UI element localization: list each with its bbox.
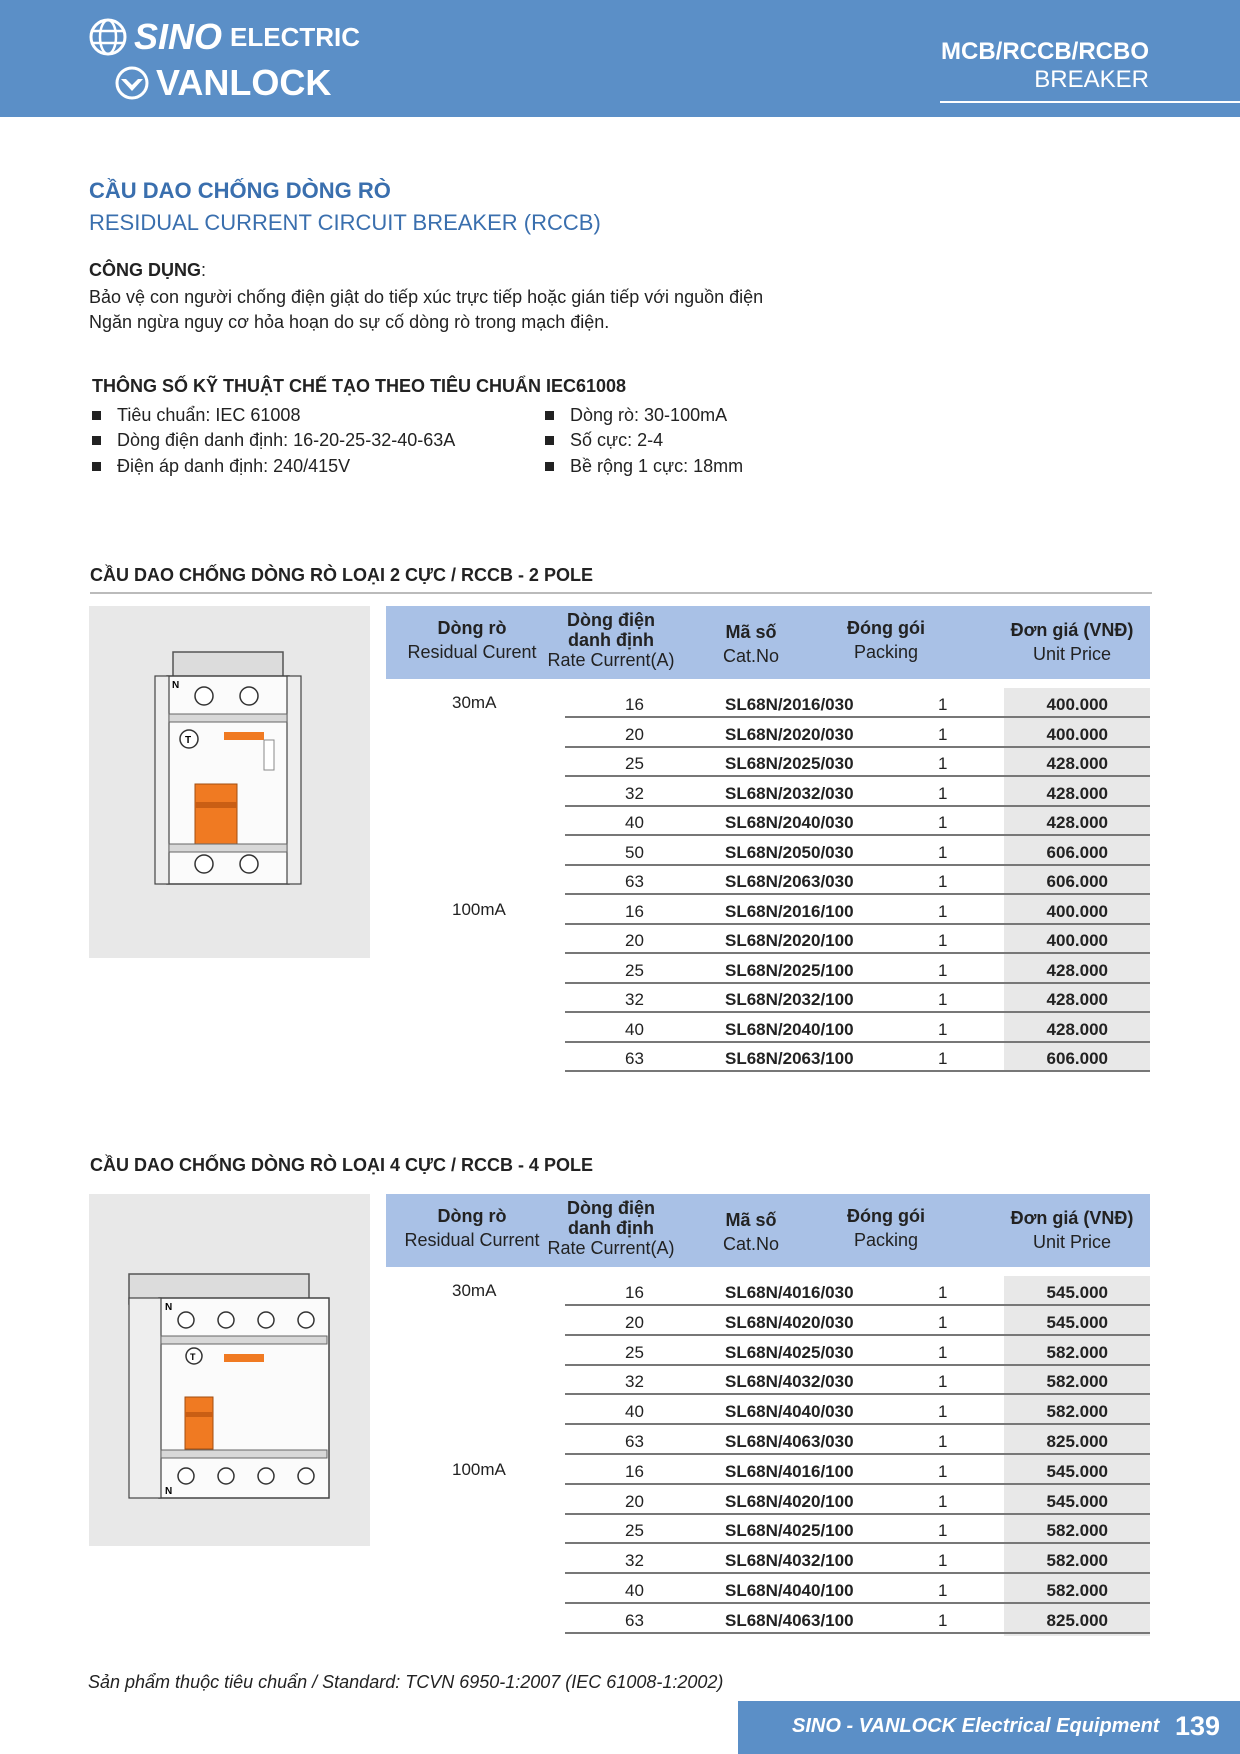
bullet-square-icon xyxy=(92,462,101,471)
cat-no-cell: SL68N/4016/030 xyxy=(725,1283,854,1302)
unit-price-cell: 428.000 xyxy=(1046,754,1108,773)
residual-value: 100mA xyxy=(452,899,506,919)
unit-price-cell: 606.000 xyxy=(1046,842,1108,862)
table-row xyxy=(565,1013,1150,1043)
rated-current-cell: 20 xyxy=(625,1312,644,1332)
table-row xyxy=(565,688,1150,718)
unit-price-cell: 400.000 xyxy=(1046,931,1108,950)
table-row xyxy=(565,806,1150,836)
rated-current-cell: 63 xyxy=(625,872,644,891)
cat-no-cell: SL68N/4020/100 xyxy=(725,1491,854,1511)
cat-no-cell: SL68N/2016/030 xyxy=(725,695,854,714)
bullet-square-icon xyxy=(92,436,101,445)
spec-item: Dòng điện danh định: 16-20-25-32-40-63A xyxy=(92,430,455,451)
col-rated-current: Dòng điện danh định Rate Current(A) xyxy=(547,1198,675,1258)
packing-cell: 1 xyxy=(938,783,948,803)
residual-value: 30mA xyxy=(452,693,497,712)
col-residual: Dòng rò Residual Current xyxy=(404,1206,540,1250)
bullet-square-icon xyxy=(92,411,101,420)
rated-current-cell: 25 xyxy=(625,1521,644,1541)
cat-no-cell: SL68N/2020/030 xyxy=(725,724,854,744)
cat-no-cell: SL68N/2063/100 xyxy=(725,1049,854,1068)
packing-cell: 1 xyxy=(938,960,948,980)
packing-cell: 1 xyxy=(938,695,948,714)
cat-no-cell: SL68N/2040/030 xyxy=(725,813,854,832)
table-row xyxy=(565,1514,1150,1544)
spec-item: Tiêu chuẩn: IEC 61008 xyxy=(92,405,300,426)
residual-value: 100mA xyxy=(452,1459,506,1479)
bullet-square-icon xyxy=(545,462,554,471)
rated-current-cell: 63 xyxy=(625,1432,644,1451)
packing-cell: 1 xyxy=(938,1372,948,1392)
unit-price-cell: 582.000 xyxy=(1046,1372,1108,1392)
table-row xyxy=(565,718,1150,748)
packing-cell: 1 xyxy=(938,872,948,891)
unit-price-cell: 400.000 xyxy=(1046,724,1108,744)
rated-current-cell: 16 xyxy=(625,695,644,714)
svg-text:N: N xyxy=(165,1486,173,1497)
packing-cell: 1 xyxy=(938,1049,948,1068)
table-row xyxy=(565,1455,1150,1485)
col-packing: Đóng gói Packing xyxy=(847,618,925,662)
packing-cell: 1 xyxy=(938,931,948,950)
page-number: 139 xyxy=(1174,1711,1220,1741)
header-divider xyxy=(940,101,1240,103)
section-heading-4pole: CẦU DAO CHỐNG DÒNG RÒ LOẠI 4 CỰC / RCCB - 4 POLE xyxy=(90,1155,593,1175)
table-row xyxy=(565,747,1150,777)
rated-current-cell: 16 xyxy=(625,901,644,921)
unit-price-cell: 825.000 xyxy=(1046,1432,1108,1451)
usage-line: Ngăn ngừa nguy cơ hỏa hoạn do sự cố dòng rò trong mạch điện. xyxy=(89,312,610,332)
page-header xyxy=(0,0,1240,117)
rccb-2pole-photo xyxy=(89,606,370,958)
brand-electric: ELECTRIC xyxy=(230,21,361,52)
packing-cell: 1 xyxy=(938,1432,948,1451)
unit-price-cell: 825.000 xyxy=(1046,1610,1108,1630)
col-unit-price: Đơn giá (VNĐ) Unit Price xyxy=(1010,620,1134,664)
table-row xyxy=(565,1306,1150,1336)
table-row xyxy=(565,924,1150,954)
unit-price-cell: 428.000 xyxy=(1046,960,1108,980)
rated-current-cell: 25 xyxy=(625,960,644,980)
cat-no-cell: SL68N/4040/100 xyxy=(725,1581,854,1600)
rated-current-cell: 40 xyxy=(625,1019,644,1039)
table-header-4pole xyxy=(386,1194,1150,1267)
unit-price-cell: 545.000 xyxy=(1046,1312,1108,1332)
table-row xyxy=(565,1336,1150,1366)
rated-current-cell: 40 xyxy=(625,1581,644,1600)
packing-cell: 1 xyxy=(938,1342,948,1362)
cat-no-cell: SL68N/2063/030 xyxy=(725,872,854,891)
rated-current-cell: 63 xyxy=(625,1049,644,1068)
packing-cell: 1 xyxy=(938,1581,948,1600)
table-header-2pole xyxy=(386,606,1150,679)
col-residual: Dòng rò Residual Curent xyxy=(407,618,537,662)
spec-item: Số cực: 2-4 xyxy=(545,430,663,451)
cat-no-cell: SL68N/4032/100 xyxy=(725,1551,854,1571)
cat-no-cell: SL68N/4020/030 xyxy=(725,1312,854,1332)
unit-price-cell: 582.000 xyxy=(1046,1551,1108,1571)
col-cat-no: Mã số Cat.No xyxy=(722,1210,780,1254)
cat-no-cell: SL68N/4025/030 xyxy=(725,1342,854,1362)
packing-cell: 1 xyxy=(938,1312,948,1332)
packing-cell: 1 xyxy=(938,990,948,1009)
table-row xyxy=(565,1365,1150,1395)
unit-price-cell: 545.000 xyxy=(1046,1461,1108,1481)
spec-item: Điện áp danh định: 240/415V xyxy=(92,456,350,477)
cat-no-cell: SL68N/2020/100 xyxy=(725,931,854,950)
spec-item: Dòng rò: 30-100mA xyxy=(545,405,727,426)
rated-current-cell: 16 xyxy=(625,1283,644,1302)
unit-price-cell: 400.000 xyxy=(1046,901,1108,921)
cat-no-cell: SL68N/4025/100 xyxy=(725,1521,854,1541)
unit-price-cell: 428.000 xyxy=(1046,1019,1108,1039)
cat-no-cell: SL68N/2025/030 xyxy=(725,754,854,773)
unit-price-cell: 582.000 xyxy=(1046,1521,1108,1541)
cat-no-cell: SL68N/2016/100 xyxy=(725,901,854,921)
rated-current-cell: 63 xyxy=(625,1610,644,1630)
cat-no-cell: SL68N/4016/100 xyxy=(725,1461,854,1481)
table-row xyxy=(565,865,1150,895)
rated-current-cell: 40 xyxy=(625,1402,644,1422)
svg-text:T: T xyxy=(190,1352,196,1362)
globe-icon xyxy=(88,17,128,57)
table-row xyxy=(565,1544,1150,1574)
packing-cell: 1 xyxy=(938,1402,948,1422)
rated-current-cell: 32 xyxy=(625,783,644,803)
rated-current-cell: 20 xyxy=(625,931,644,950)
standard-footnote: Sản phẩm thuộc tiêu chuẩn / Standard: TCVN 6950-1:2007 (IEC 61008-1:2002) xyxy=(88,1672,724,1692)
rccb-4pole-illustration xyxy=(89,1194,370,1546)
category-title: MCB/RCCB/RCBO xyxy=(941,38,1149,65)
vanlock-logo xyxy=(114,62,331,104)
unit-price-cell: 582.000 xyxy=(1046,1402,1108,1422)
rated-current-cell: 32 xyxy=(625,990,644,1009)
rccb-4pole-photo xyxy=(89,1194,370,1546)
section-divider xyxy=(90,592,1152,594)
bullet-square-icon xyxy=(545,411,554,420)
table-row xyxy=(565,1395,1150,1425)
unit-price-cell: 400.000 xyxy=(1046,695,1108,714)
table-row xyxy=(565,1425,1150,1455)
cat-no-cell: SL68N/2050/030 xyxy=(725,842,854,862)
spec-item: Bề rộng 1 cực: 18mm xyxy=(545,456,743,477)
cat-no-cell: SL68N/4040/030 xyxy=(725,1402,854,1422)
unit-price-cell: 582.000 xyxy=(1046,1342,1108,1362)
brand-sino: SINO xyxy=(134,16,223,57)
cat-no-cell: SL68N/4032/030 xyxy=(725,1372,854,1392)
unit-price-cell: 545.000 xyxy=(1046,1283,1108,1302)
unit-price-cell: 606.000 xyxy=(1046,872,1108,891)
usage-heading: CÔNG DỤNG: xyxy=(89,260,207,280)
packing-cell: 1 xyxy=(938,813,948,832)
svg-text:N: N xyxy=(165,1302,173,1313)
cat-no-cell: SL68N/4063/100 xyxy=(725,1610,854,1630)
packing-cell: 1 xyxy=(938,1461,948,1481)
table-row xyxy=(565,954,1150,984)
cat-no-cell: SL68N/2025/100 xyxy=(725,960,854,980)
table-row xyxy=(565,983,1150,1013)
packing-cell: 1 xyxy=(938,1521,948,1541)
packing-cell: 1 xyxy=(938,1019,948,1039)
spec-heading: THÔNG SỐ KỸ THUẬT CHẾ TẠO THEO TIÊU CHUẨN IEC61008 xyxy=(92,376,627,396)
unit-price-cell: 606.000 xyxy=(1046,1049,1108,1068)
rccb-2pole-illustration xyxy=(89,606,370,958)
unit-price-cell: 545.000 xyxy=(1046,1491,1108,1511)
packing-cell: 1 xyxy=(938,1283,948,1302)
bullet-square-icon xyxy=(545,436,554,445)
table-row xyxy=(565,1042,1150,1072)
section-heading-2pole: CẦU DAO CHỐNG DÒNG RÒ LOẠI 2 CỰC / RCCB - 2 POLE xyxy=(90,565,593,585)
table-row xyxy=(565,777,1150,807)
category-label xyxy=(941,38,1149,94)
footer-text: SINO - VANLOCK Electrical Equipment xyxy=(792,1715,1160,1737)
title-vi: CẦU DAO CHỐNG DÒNG RÒ xyxy=(89,178,391,203)
table-row xyxy=(565,836,1150,866)
cat-no-cell: SL68N/2040/100 xyxy=(725,1019,854,1039)
brand-vanlock: VANLOCK xyxy=(156,62,332,103)
rated-current-cell: 32 xyxy=(625,1551,644,1571)
svg-text:T: T xyxy=(185,735,192,746)
packing-cell: 1 xyxy=(938,1491,948,1511)
col-unit-price: Đơn giá (VNĐ) Unit Price xyxy=(1010,1208,1134,1252)
packing-cell: 1 xyxy=(938,1610,948,1630)
packing-cell: 1 xyxy=(938,842,948,862)
cat-no-cell: SL68N/4063/030 xyxy=(725,1432,854,1451)
unit-price-cell: 428.000 xyxy=(1046,783,1108,803)
unit-price-cell: 428.000 xyxy=(1046,990,1108,1009)
residual-value: 30mA xyxy=(452,1281,497,1300)
packing-cell: 1 xyxy=(938,724,948,744)
rated-current-cell: 20 xyxy=(625,724,644,744)
rated-current-cell: 32 xyxy=(625,1372,644,1392)
table-row xyxy=(565,1604,1150,1634)
col-packing: Đóng gói Packing xyxy=(847,1206,925,1250)
svg-text:N: N xyxy=(172,680,180,691)
vanlock-emblem-icon xyxy=(114,65,150,101)
col-cat-no: Mã số Cat.No xyxy=(722,622,780,666)
title-en: RESIDUAL CURRENT CIRCUIT BREAKER (RCCB) xyxy=(89,210,601,235)
usage-line: Bảo vệ con người chống điện giật do tiếp xúc trực tiếp hoặc gián tiếp với nguồn điện xyxy=(89,287,764,307)
cat-no-cell: SL68N/2032/100 xyxy=(725,990,854,1009)
packing-cell: 1 xyxy=(938,754,948,773)
sino-logo xyxy=(88,16,360,58)
cat-no-cell: SL68N/2032/030 xyxy=(725,783,854,803)
col-rated-current: Dòng điện danh định Rate Current(A) xyxy=(547,610,675,670)
page-footer xyxy=(738,1701,1240,1754)
table-row xyxy=(565,1485,1150,1515)
rated-current-cell: 25 xyxy=(625,754,644,773)
rated-current-cell: 25 xyxy=(625,1342,644,1362)
unit-price-cell: 582.000 xyxy=(1046,1581,1108,1600)
category-subtitle: BREAKER xyxy=(1034,66,1149,93)
rated-current-cell: 50 xyxy=(625,842,644,862)
rated-current-cell: 16 xyxy=(625,1461,644,1481)
table-row xyxy=(565,1276,1150,1306)
unit-price-cell: 428.000 xyxy=(1046,813,1108,832)
packing-cell: 1 xyxy=(938,901,948,921)
packing-cell: 1 xyxy=(938,1551,948,1571)
rated-current-cell: 40 xyxy=(625,813,644,832)
rated-current-cell: 20 xyxy=(625,1491,644,1511)
table-row xyxy=(565,1574,1150,1604)
table-row xyxy=(565,895,1150,925)
